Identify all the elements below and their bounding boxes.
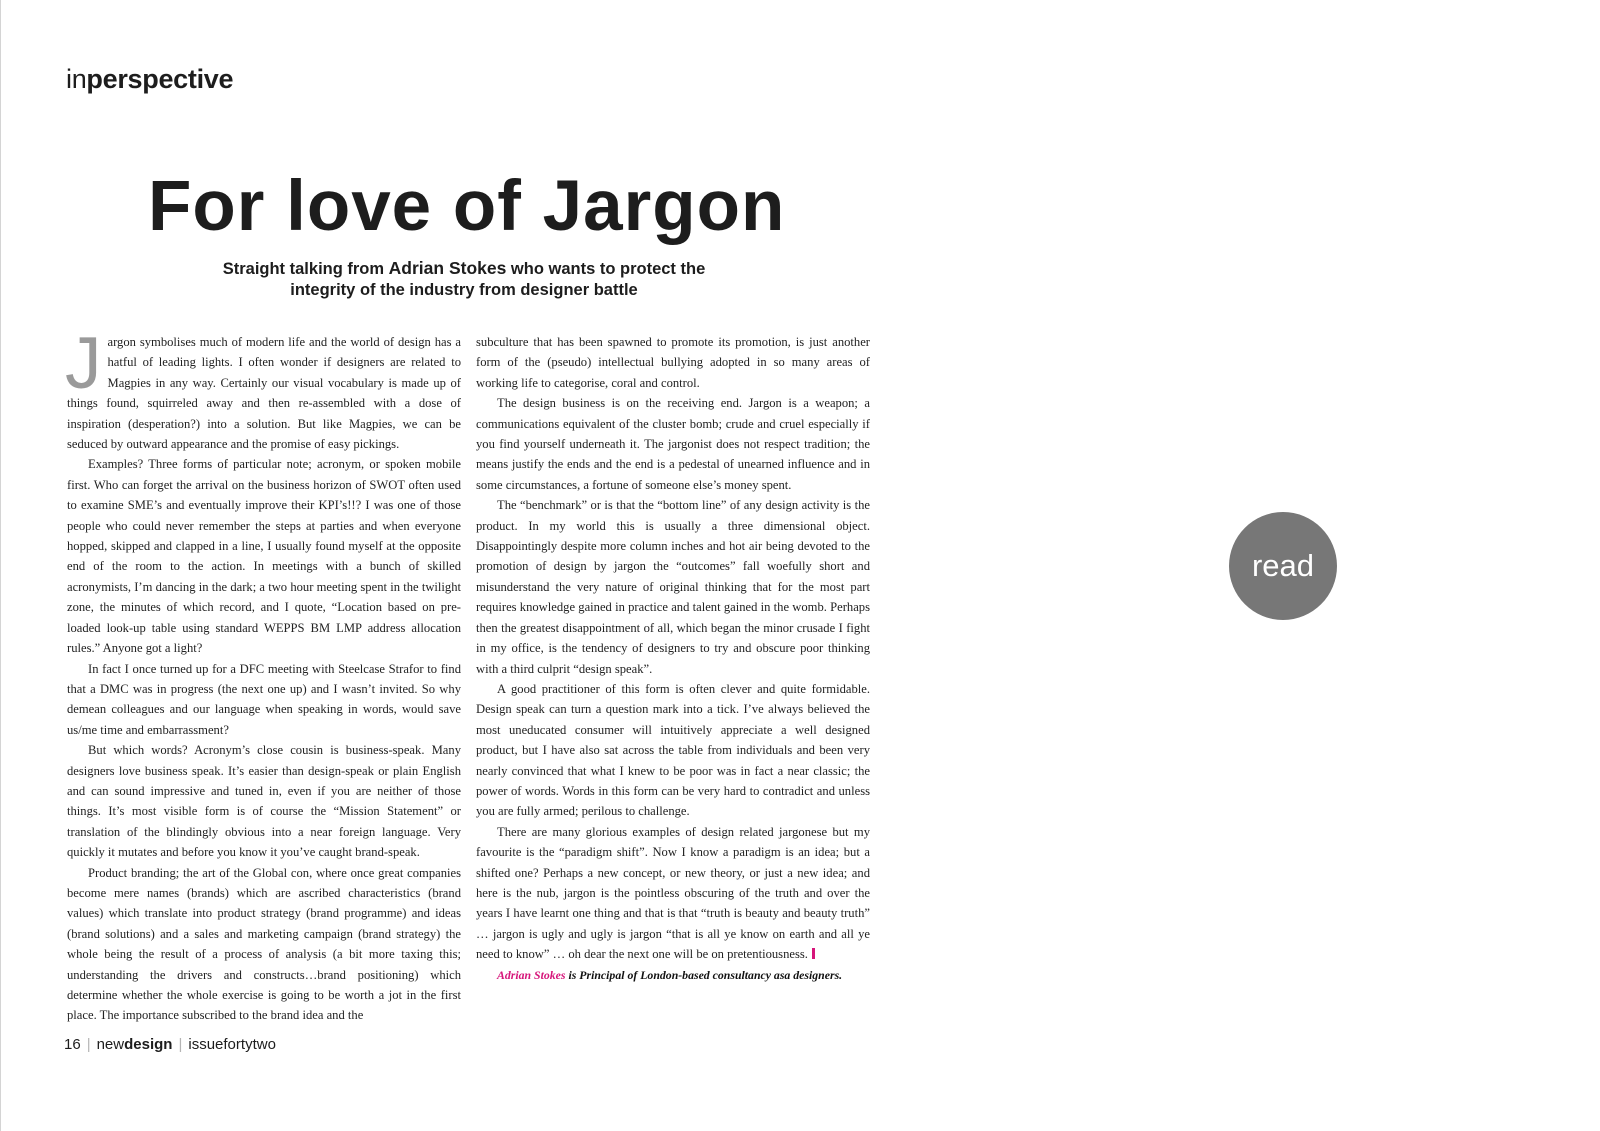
paragraph: A good practitioner of this form is often clever and quite formidable. Design speak can turn a question mark into a tick. I’ve always believed the most uneducated consumer will intuitively appreciate a well designed product, but I have also sat across the table from individuals and been very nearly convinced that what I knew to be poor was in fact a near classic; the power of words. Words in this form can be very hard to contradict and unless you are fully armed; perilous to challenge.	[476, 681, 870, 819]
article-column-2	[476, 332, 870, 985]
paragraph: subculture that has been spawned to promote its promotion, is just another form of the (pseudo) intellectual bullying adopted in so many areas of working life to categorise, coral and control.	[476, 335, 870, 390]
paragraph	[65, 323, 461, 454]
subtitle-part2: who wants to protect the integrity of the industry from designer battle	[290, 260, 706, 299]
article-column-1	[65, 323, 461, 1026]
paragraph-text: argon symbolises much of modern life and the world of design has a hatful of leading lights. I often wonder if designers are related to Magpies in any way. Certainly our visual vocabulary is made up of things found, squirreled away and then re-assembled with a dose of inspiration (desperation?) into a solution. But like Magpies, we can be seduced by outward appearance and the promise of easy pickings.	[67, 335, 461, 452]
end-mark-icon	[812, 948, 815, 959]
bio-author-name: Adrian Stokes	[497, 967, 566, 982]
magazine-prefix: new	[96, 1036, 125, 1053]
bio-text: is Principal of London-based consultancy asa designers.	[565, 967, 843, 982]
paragraph-text: There are many glorious examples of design related jargonese but my favourite is the “paradigm shift”. Now I know a paradigm is an idea; but a shifted one? Perhaps a new concept, or new theory, or just a new idea; and here is the nub, jargon is the pointless obscuring of the truth and over the years I have learnt one thing and that is that “truth is beauty and beauty truth” … jargon is ugly and ugly is jargon “that is all ye know on earth and all ye need to know” … oh dear the next one will be on pretentiousness.	[476, 824, 870, 962]
section-prefix: in	[66, 64, 87, 94]
subtitle-author: Adrian Stokes	[388, 258, 507, 278]
read-button-label: read	[1251, 548, 1315, 583]
paragraph: Examples? Three forms of particular note; acronym, or spoken mobile first. Who can forget the arrival on the business horizon of SWOT often used to examine SME’s and eventually improve their KPI’s!!? I was one of those people who could never remember the steps at parties and when everyone hopped, skipped and clapped in a line, I usually found myself at the opposite end of the room to the action. In meetings with a bunch of skilled acronymists, I’m dancing in the dark; a two hour meeting spent in the twilight zone, the minutes of which record, and I quote, “Location based on pre-loaded look-up table using standard WEPPS BM LMP address allocation rules.” Anyone got a light?	[67, 457, 461, 656]
subtitle-part1: Straight talking from	[222, 260, 389, 278]
page-number: 16	[64, 1036, 81, 1053]
magazine-suffix: design	[124, 1036, 173, 1053]
read-button[interactable]	[1229, 512, 1337, 620]
author-bio	[476, 965, 870, 985]
paragraph: The design business is on the receiving end. Jargon is a weapon; a communications equivalent of the cluster bomb; crude and cruel especially if you find yourself underneath it. The jargonist does not respect tradition; the means justify the ends and the end is a pedestal of unearned influence and in some circumstances, a fortune of someone else’s money spent.	[476, 396, 870, 492]
section-label	[66, 64, 233, 95]
article-subtitle	[190, 258, 738, 301]
paragraph: Product branding; the art of the Global con, where once great companies become mere names (brands) which are ascribed characteristics (brand values) which translate into product strategy (brand programme) and ideas (brand solutions) and a sales and marketing campaign (brand strategy) the whole being the result of a process of analysis (a bit more taxing this; understanding the drivers and constructs…brand positioning) which determine whether the whole exercise is going to be worth a jot in the first place. The importance subscribed to the brand idea and the	[67, 865, 461, 1023]
paragraph: The “benchmark” or is that the “bottom line” of any design activity is the product. In my world this is usually a three dimensional object. Disappointingly despite more column inches and hot air being devoted to the promotion of design by jargon the “outcomes” fall woefully short and misunderstand the very nature of original thinking that for the most part requires knowledge gained in practice and talent gained in the womb. Perhaps then the greatest disappointment of all, which began the minor crusade I fight in my office, is the tendency of designers to try and obscure poor thinking with a third culprit “design speak”.	[476, 498, 870, 676]
article-title: For love of Jargon	[148, 167, 786, 246]
drop-cap: J	[65, 323, 102, 404]
footer-divider: |	[86, 1036, 91, 1053]
paragraph: But which words? Acronym’s close cousin is business-speak. Many designers love business speak. It’s easier than design-speak or plain English and can sound impressive and tuned in, even if you are neither of those things. It’s most visible form is of course the “Mission Statement” or translation of the blindingly obvious into a near foreign language. Very quickly it mutates and before you know it you’ve caught brand-speak.	[67, 743, 461, 860]
footer-divider: |	[178, 1036, 183, 1053]
section-suffix: perspective	[86, 64, 234, 94]
page-edge	[0, 0, 1, 1131]
page-footer	[64, 1036, 276, 1053]
paragraph: In fact I once turned up for a DFC meeting with Steelcase Strafor to find that a DMC was in progress (the next one up) and I wasn’t invited. So why demean colleagues and our language when speaking in words, would save us/me time and embarrassment?	[67, 661, 461, 737]
paragraph	[476, 822, 870, 965]
issue-label: issuefortytwo	[188, 1036, 276, 1053]
